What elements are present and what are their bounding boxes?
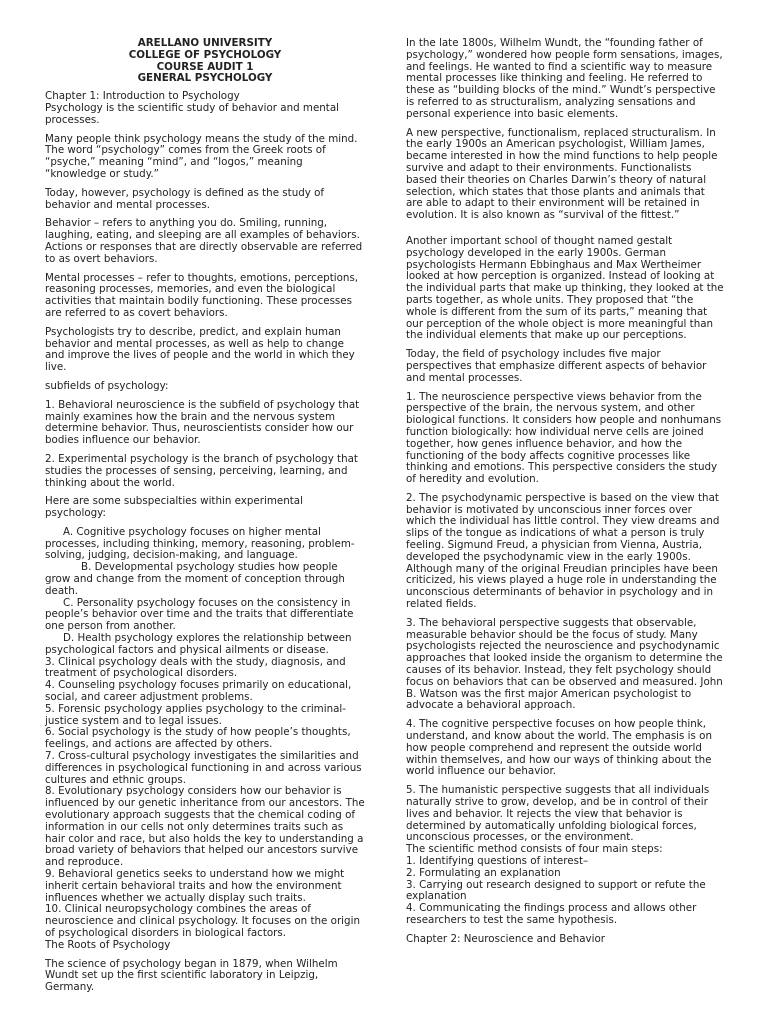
paragraph: Psychologists try to describe, predict, and explain human behavior and mental processes, as well as help to change and improve the lives of people and the world in which they live.	[45, 325, 355, 374]
method-section	[406, 785, 724, 927]
list-item: 1. The neuroscience perspective views behavior from the perspective of the brain, the nervous system, and other biological functions. It considers how people and nonhumans function biologically: how individual nerve cells are joined together, how genes influence behavior, and how the functioning of the body affects cognitive processes like thinking and emotions. This perspective considers the study of heredity and evolution.	[406, 390, 722, 486]
course-code: COURSE AUDIT 1	[156, 60, 254, 73]
method-step: 3. Carrying out research designed to support or refute the explanation	[406, 878, 706, 903]
left-column	[45, 38, 365, 1001]
list-item: 10. Clinical neuropsychology combines the areas of neuroscience and clinical psychology. It focuses on the origin of psychological disorders in biological factors.	[45, 903, 360, 939]
college-name: COLLEGE OF PSYCHOLOGY	[128, 48, 282, 61]
list-item: 2. Experimental psychology is the branch of psychology that studies the processes of sensing, perceiving, learning, and thinking about the world.	[45, 452, 358, 489]
method-step: 1. Identifying questions of interest–	[406, 855, 589, 867]
list-item: 1. Behavioral neuroscience is the subfield of psychology that mainly examines how the brain and the nervous system determine behavior. Thus, neuroscientists consider how our bodies influence our behavior.	[45, 398, 360, 447]
list-item: 4. The cognitive perspective focuses on how people think, understand, and know about the world. The emphasis is on how people comprehend and represent the outside world within themselves, and how our ways of thinking about the world influence our behavior.	[406, 718, 713, 778]
course-title: GENERAL PSYCHOLOGY	[137, 72, 273, 85]
list-item: 5. Forensic psychology applies psychology to the criminal-justice system and to legal issues.	[45, 702, 346, 727]
chapter-2-title: Chapter 2: Neuroscience and Behavior	[406, 932, 605, 945]
method-step: 4. Communicating the findings process and allows other researchers to test the same hypothesis.	[406, 902, 697, 926]
paragraph: Another important school of thought named gestalt psychology developed in the early 1900s. German psychologists Hermann Ebbinghaus and Max Wertheimer looked at how perception is organized. Instead of looking at the individual parts that make up thinking, they looked at the parts together, as whole units. They proposed that “the whole is different from the sum of its parts,” meaning that our perception of the whole object is more meaningful than the individual elements that make up our perceptions.	[406, 234, 724, 342]
paragraph: A new perspective, functionalism, replaced structuralism. In the early 1900s an American psychologist, William James, became interested in how the mind functions to help people survive and adapt to their environments. Functionalists based their theories on Charles Darwin’s theory of natural selection, which states that those plants and animals that are able to adapt to their environment will be retained in evolution. It is also known as “survival of the fittest.”	[406, 126, 718, 222]
university-name: ARELLANO UNIVERSITY	[137, 37, 273, 49]
list-item: 3. Clinical psychology deals with the study, diagnosis, and treatment of psychological disorders.	[45, 655, 346, 680]
list-item: B. Developmental psychology studies how people grow and change from the moment of conception through death.	[45, 561, 345, 597]
paragraph: Here are some subspecialties within experimental psychology:	[45, 495, 303, 520]
paragraph: Behavior – refers to anything you do. Smiling, running, laughing, eating, and sleeping are all examples of behaviors. Actions or responses that are directly observable are referred to as overt behaviors.	[45, 217, 363, 265]
list-item: 6. Social psychology is the study of how people’s thoughts, feelings, and actions are affected by others.	[45, 726, 351, 751]
list-item: 8. Evolutionary psychology considers how our behavior is influenced by our genetic inheritance from our ancestors. The evolutionary approach suggests that the chemical coding of information in our cells not only determines traits such as hair color and race, but also holds the key to understanding a broad variety of behaviors that helped our ancestors survive and reproduce.	[45, 785, 365, 869]
subfield-list	[45, 527, 365, 952]
chapter-1-title: Chapter 1: Introduction to Psychology	[45, 90, 240, 103]
list-item: 2. The psychodynamic perspective is based on the view that behavior is motivated by unconscious inner forces over which the individual has little control. They view dreams and slips of the tongue as indications of what a person is truly feeling. Sigmund Freud, a physician from Vienna, Austria, developed the psychodynamic view in the early 1900s. Although many of the original Freudian principles have been criticized, his views played a huge role in understanding the unconscious determinants of behavior in psychology and in related fields.	[406, 491, 720, 611]
paragraph: In the late 1800s, Wilhelm Wundt, the “founding father of psychology,” wondered how people form sensations, images, and feelings. He wanted to find a scientific way to measure mental processes like thinking and feeling. He referred to these as “building blocks of the mind.” Wundt’s perspective is referred to as structuralism, analyzing sensations and personal experience into basic elements.	[406, 37, 723, 120]
list-item: 7. Cross-cultural psychology investigates the similarities and differences in psychological functioning in and across various cultures and ethnic groups.	[45, 750, 362, 786]
list-item: A. Cognitive psychology focuses on higher mental processes, including thinking, memory, reasoning, problem-solving, judging, decision-making, and language.	[45, 525, 355, 562]
paragraph: Today, however, psychology is defined as the study of behavior and mental processes.	[45, 186, 325, 211]
subfields-heading: subfields of psychology:	[45, 379, 169, 392]
paragraph: Psychology is the scientific study of behavior and mental processes.	[45, 101, 340, 126]
list-item: C. Personality psychology focuses on the consistency in people’s behavior over time and the traits that differentiate one person from another.	[45, 596, 354, 633]
method-heading: The scientific method consists of four main steps:	[406, 843, 663, 856]
list-item: 3. The behavioral perspective suggests that observable, measurable behavior should be the focus of study. Many psychologists rejected the neuroscience and psychodynamic approaches that looked inside the organism to determine the causes of its behavior. Instead, they felt psychology should focus on behaviors that can be observed and measured. John B. Watson was the first major American psychologist to advocate a behavioral approach.	[406, 616, 723, 712]
paragraph: Many people think psychology means the study of the mind. The word “psychology” comes from the Greek roots of “psyche,” meaning “mind”, and “logos,” meaning “knowledge or study.”	[45, 132, 358, 180]
section-heading: The Roots of Psychology	[45, 938, 171, 951]
right-column	[406, 38, 724, 946]
document-header	[45, 38, 365, 85]
paragraph: Mental processes – refer to thoughts, emotions, perceptions, reasoning processes, memories, and even the biological activities that maintain bodily functioning. These processes are referred to as covert behaviors.	[45, 271, 359, 319]
list-item: 4. Counseling psychology focuses primarily on educational, social, and career adjustment problems.	[45, 679, 352, 704]
paragraph: The science of psychology began in 1879, when Wilhelm Wundt set up the first scientific laboratory in Leipzig, Germany.	[45, 957, 338, 994]
list-item: 5. The humanistic perspective suggests that all individuals naturally strive to grow, develop, and be in control of their lives and behavior. It rejects the view that behavior is determined by automatically unfolding biological forces, unconscious processes, or the environment.	[406, 784, 710, 844]
paragraph: Today, the field of psychology includes five major perspectives that emphasize different aspects of behavior and mental processes.	[406, 348, 707, 384]
list-item: 9. Behavioral genetics seeks to understand how we might inherit certain behavioral traits and how the environment influences whether we actually display such traits.	[45, 868, 345, 904]
list-item: D. Health psychology explores the relationship between psychological factors and physical ailments or disease.	[45, 632, 352, 656]
method-step: 2. Formulating an explanation	[406, 866, 561, 879]
